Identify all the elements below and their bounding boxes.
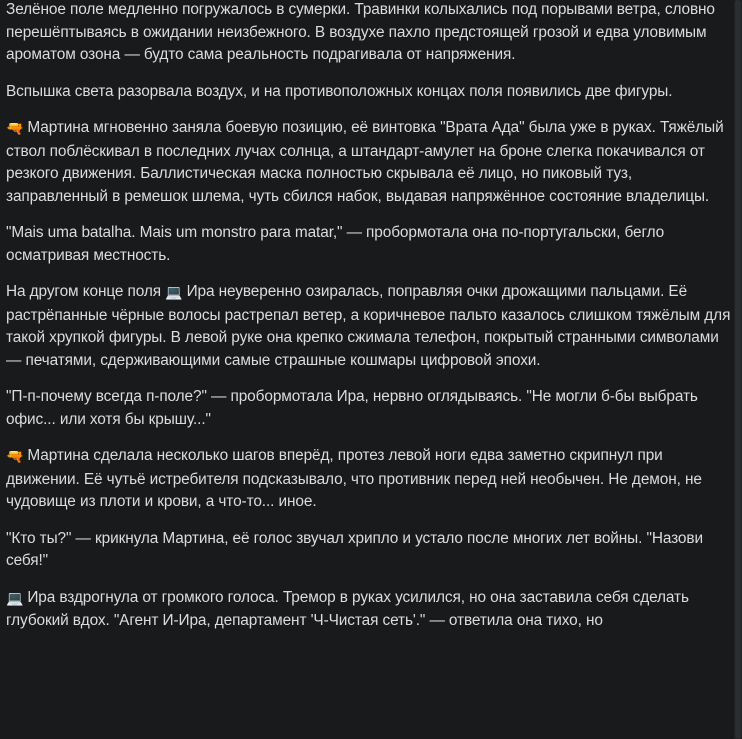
laptop-icon: 💻 (165, 285, 183, 301)
pistol-icon: 🔫 (6, 121, 24, 137)
story-paragraph-5-lead: На другом конце поля (6, 283, 162, 300)
story-paragraph-5 (6, 281, 734, 372)
laptop-icon: 💻 (6, 590, 24, 607)
scrollbar-track[interactable] (734, 0, 742, 739)
story-paragraph-8: "Кто ты?" — крикнула Мартина, её голос звучал хрипло и устало после многих лет войны. "Назови себя!" (6, 529, 703, 569)
story-paragraph-6: "П-п-почему всегда п-поле?" — пробормотала Ира, нервно оглядываясь. "Не могли б-бы выбрать офис... или хотя бы крышу..." (6, 388, 698, 428)
pistol-icon: 🔫 (6, 449, 24, 465)
story-paragraph-4: "Mais uma batalha. Mais um monstro para matar," — пробормотала она по-португальски, бегло осматривая местность. (6, 224, 665, 264)
scrollbar-thumb[interactable] (735, 0, 741, 739)
story-paragraph-1: Зелёное поле медленно погружалось в сумерки. Травинки колыхались под порывами ветра, словно перешёптываясь в ожидании неизбежного. В воздухе пахло предстоящей грозой и едва уловимым ароматом озона — будто сама реальность подрагивала от напряжения. (6, 1, 715, 63)
story-paragraph-3 (6, 117, 734, 208)
assistant-message (6, 0, 734, 647)
story-paragraph-9-text: Ира вздрогнула от громкого голоса. Тремор в руках усилился, но она заставила себя сделать глубокий вдох. "Агент И-Ира, департамент 'Ч-Чистая сеть'." — ответила она тихо, но (6, 588, 689, 629)
story-paragraph-5-text: Ира неуверенно озиралась, поправляя очки дрожащими пальцами. Её растрёпанные чёрные волосы растрепал ветер, а коричневое пальто казалось слишком тяжёлым для такой хрупкой фигуры. В левой руке она крепко сжимала телефон, покрытый странными символами — печатями, сдерживающими самые страшные кошмары цифровой эпохи. (6, 283, 731, 369)
story-paragraph-2: Вспышка света разорвала воздух, и на противоположных концах поля появились две фигуры. (6, 82, 673, 100)
story-paragraph-3-text: Мартина мгновенно заняла боевую позицию, её винтовка "Врата Ада" была уже в руках. Тяжёлый ствол поблёскивал в последних лучах солнца, а штандарт-амулет на броне слегка покачивался от резкого движения. Баллистическая маска полностью скрывала её лицо, но пиковый туз, заправленный в ремешок шлема, чуть сбился набок, выдавая напряжённое состояние владелицы. (6, 119, 724, 205)
story-paragraph-7-text: Мартина сделала несколько шагов вперёд, протез левой ноги едва заметно скрипнул при движении. Её чутьё истребителя подсказывало, что противник перед ней необычен. Не демон, не чудовище из плоти и крови, а что-то... иное. (6, 447, 702, 510)
story-paragraph-9 (6, 587, 734, 633)
story-paragraph-7 (6, 445, 734, 514)
